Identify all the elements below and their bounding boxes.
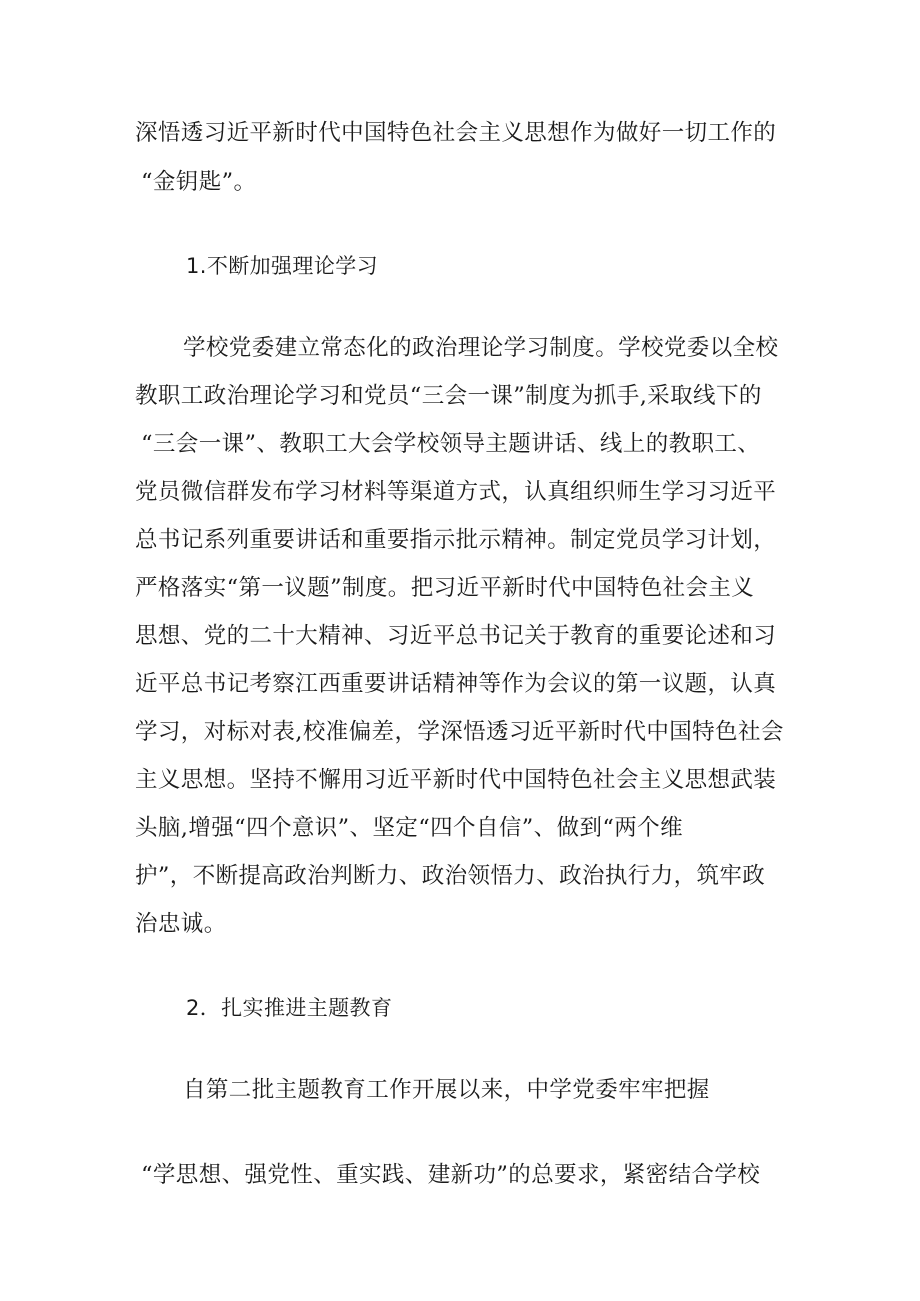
paragraph-line: “三会一课”、教职工大会学校领导主题讲话、线上的教职工、 — [141, 431, 761, 457]
paragraph-line: 思想、党的二十大精神、习近平总书记关于教育的重要论述和习 — [135, 623, 777, 649]
paragraph-line: 主义思想。坚持不懈用习近平新时代中国特色社会主义思想武装 — [135, 767, 777, 793]
paragraph-line: 学校党委建立常态化的政治理论学习制度。学校党委以全校 — [183, 335, 779, 361]
paragraph-line: 党员微信群发布学习材料等渠道方式，认真组织师生学习习近平 — [135, 479, 777, 505]
paragraph-line: 学习，对标对表,校准偏差，学深悟透习近平新时代中国特色社会 — [135, 719, 784, 745]
paragraph-line: 严格落实“第一议题”制度。把习近平新时代中国特色社会主义 — [135, 575, 755, 601]
paragraph-line: 教职工政治理论学习和党员“三会一课”制度为抓手,采取线下的 — [135, 383, 762, 409]
paragraph-line: 自第二批主题教育工作开展以来，中学党委牢牢把握 — [183, 1077, 710, 1103]
paragraph-line: 近平总书记考察江西重要讲话精神等作为会议的第一议题，认真 — [135, 671, 777, 697]
paragraph-line: “金钥匙”。 — [141, 169, 257, 195]
section-heading: 1.不断加强理论学习 — [186, 254, 379, 278]
paragraph-line: 治忠诚。 — [135, 911, 227, 937]
paragraph-line: 深悟透习近平新时代中国特色社会主义思想作为做好一切工作的 — [135, 120, 777, 146]
paragraph-line: 头脑,增强“四个意识”、坚定“四个自信”、做到“两个维 — [135, 815, 683, 841]
paragraph-line: 护”，不断提高政治判断力、政治领悟力、政治执行力，筑牢政 — [135, 863, 766, 889]
section-heading: 2．扎实推进主题教育 — [186, 996, 393, 1020]
paragraph-line: “学思想、强党性、重实践、建新功”的总要求，紧密结合学校 — [141, 1162, 761, 1188]
paragraph-line: 总书记系列重要讲话和重要指示批示精神。制定党员学习计划， — [135, 527, 777, 553]
